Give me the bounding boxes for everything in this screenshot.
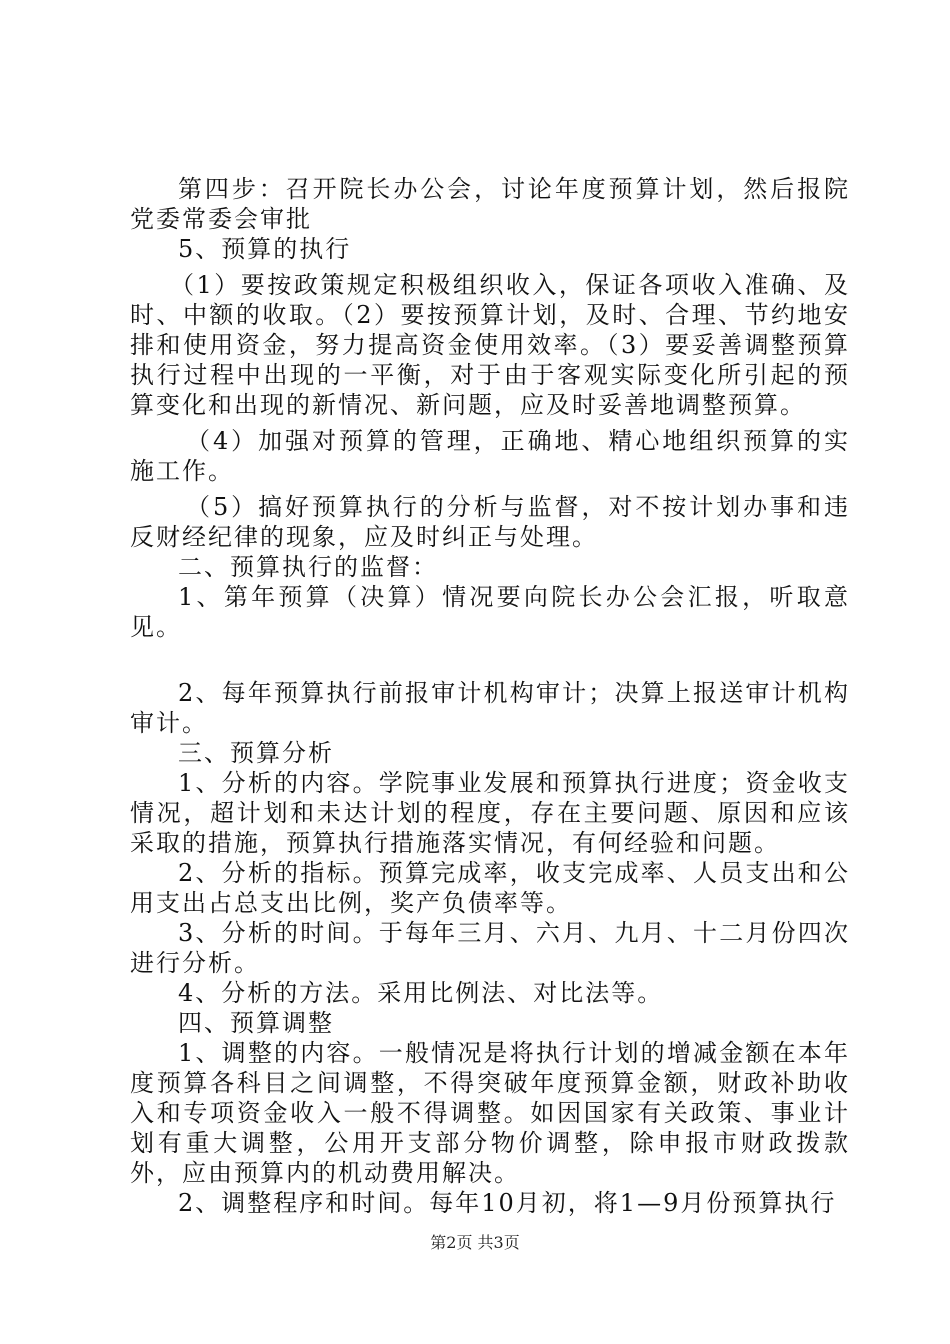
paragraph-analysis-1: 1、分析的内容。学院事业发展和预算执行进度；资金收支情况，超计划和未达计划的程度，存在主要问题、原因和应该采取的措施，预算执行措施落实情况，有何经验和问题。	[130, 769, 850, 857]
paragraph-adjustment-2: 2、调整程序和时间。每年10月初，将1—9月份预算执行	[178, 1189, 837, 1217]
paragraph-adjustment-1: 1、调整的内容。一般情况是将执行计划的增减金额在本年度预算各科目之间调整，不得突破年度预算金额，财政补助收入和专项资金收入一般不得调整。如因国家有关政策、事业计划有重大调整，公用开支部分物价调整，除申报市财政拨款外，应由预算内的机动费用解决。	[130, 1039, 850, 1187]
paragraph-execution-1-3: （1）要按政策规定积极组织收入，保证各项收入准确、及时、中额的收取。（2）要按预算计划，及时、合理、节约地安排和使用资金，努力提高资金使用效率。（3）要妥善调整预算执行过程中出现的一平衡，对于由于客观实际变化所引起的预算变化和出现的新情况、新问题，应及时妥善地调整预算。	[130, 271, 850, 419]
paragraph-step-four: 第四步：召开院长办公会，讨论年度预算计划，然后报院党委常委会审批	[130, 175, 850, 233]
paragraph-analysis-2: 2、分析的指标。预算完成率，收支完成率、人员支出和公用支出占总支出比例，奖产负债率等。	[130, 859, 850, 917]
heading-budget-execution: 5、预算的执行	[178, 235, 352, 263]
heading-budget-adjustment: 四、预算调整	[178, 1009, 334, 1037]
paragraph-analysis-3: 3、分析的时间。于每年三月、六月、九月、十二月份四次进行分析。	[130, 919, 850, 977]
paragraph-analysis-4: 4、分析的方法。采用比例法、对比法等。	[178, 979, 664, 1007]
heading-budget-analysis: 三、预算分析	[178, 739, 334, 767]
page-number-label: 第2页 共3页	[430, 1233, 520, 1252]
paragraph-supervision-2: 2、每年预算执行前报审计机构审计；决算上报送审计机构审计。	[130, 679, 850, 737]
heading-supervision: 二、预算执行的监督：	[178, 553, 438, 581]
page-footer	[0, 1233, 950, 1253]
paragraph-execution-4: （4）加强对预算的管理，正确地、精心地组织预算的实施工作。	[130, 427, 850, 485]
paragraph-supervision-1: 1、第年预算（决算）情况要向院长办公会汇报，听取意见。	[130, 583, 850, 641]
paragraph-execution-5: （5）搞好预算执行的分析与监督，对不按计划办事和违反财经纪律的现象，应及时纠正与处理。	[130, 493, 850, 551]
document-body	[130, 174, 850, 1218]
